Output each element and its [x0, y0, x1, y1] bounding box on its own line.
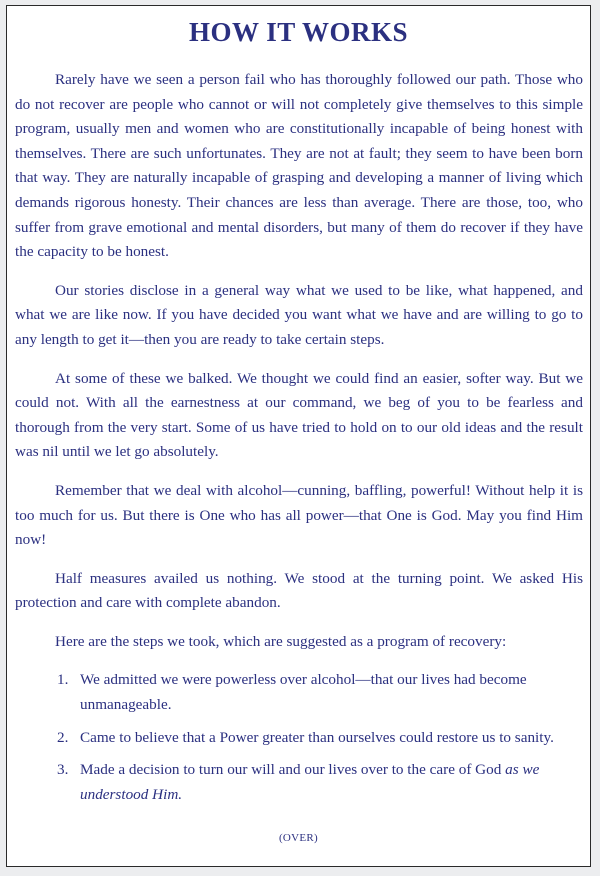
paragraph-alcohol: Remember that we deal with alcohol—cunning, baffling, powerful! Without help it is too much for us. But there is One who has all power—that One is God. May you find Him now!: [15, 481, 583, 549]
paragraph-half-measures: Half measures availed us nothing. We stood at the turning point. We asked His protection and care with complete abandon.: [15, 569, 583, 612]
step-text: Made a decision to turn our will and our lives over to the care of God: [80, 761, 506, 779]
list-item: [15, 668, 583, 717]
steps-list: [15, 668, 583, 807]
document-body: [15, 68, 583, 815]
document-page: [6, 5, 591, 867]
paragraph-stories: Our stories disclose in a general way what we used to be like, what happened, and what we are like now. If you have decided you want what we have and are willing to go to any length to get it—then you are ready to take certain steps.: [15, 281, 583, 348]
step-number: 3.: [57, 761, 69, 779]
step-number: 2.: [57, 728, 69, 746]
over-footer: (OVER): [278, 832, 319, 844]
step-emphasis: as we understood Him.: [80, 761, 540, 803]
step-text: Came to believe that a Power greater than ourselves could restore us to sanity.: [80, 728, 554, 746]
paragraph-balked: At some of these we balked. We thought we could find an easier, softer way. But we could not. With all the earnestness at our command, we beg of you to be fearless and thorough from the very start. Some of us have tried to hold on to our old ideas and the result was nil until we let go absolutely.: [15, 369, 583, 461]
paragraph-steps-intro: Here are the steps we took, which are suggested as a program of recovery:: [55, 632, 507, 650]
list-item: [15, 758, 583, 807]
paragraph-intro: Rarely have we seen a person fail who has thoroughly followed our path. Those who do not recover are people who cannot or will not completely give themselves to this simple program, usually men and women who are constitutionally incapable of being honest with themselves. There are such unfortunates. They are not at fault; they seem to have been born that way. They are naturally incapable of grasping and developing a manner of living which demands rigorous honesty. Their chances are less than average. There are those, too, who suffer from grave emotional and mental disorders, but many of them do recover if they have the capacity to be honest.: [15, 71, 583, 261]
list-item: [15, 726, 583, 751]
step-text: We admitted we were powerless over alcohol—that our lives had become unmanageable.: [80, 671, 527, 714]
step-number: 1.: [57, 671, 69, 689]
page-title: HOW IT WORKS: [188, 17, 409, 47]
